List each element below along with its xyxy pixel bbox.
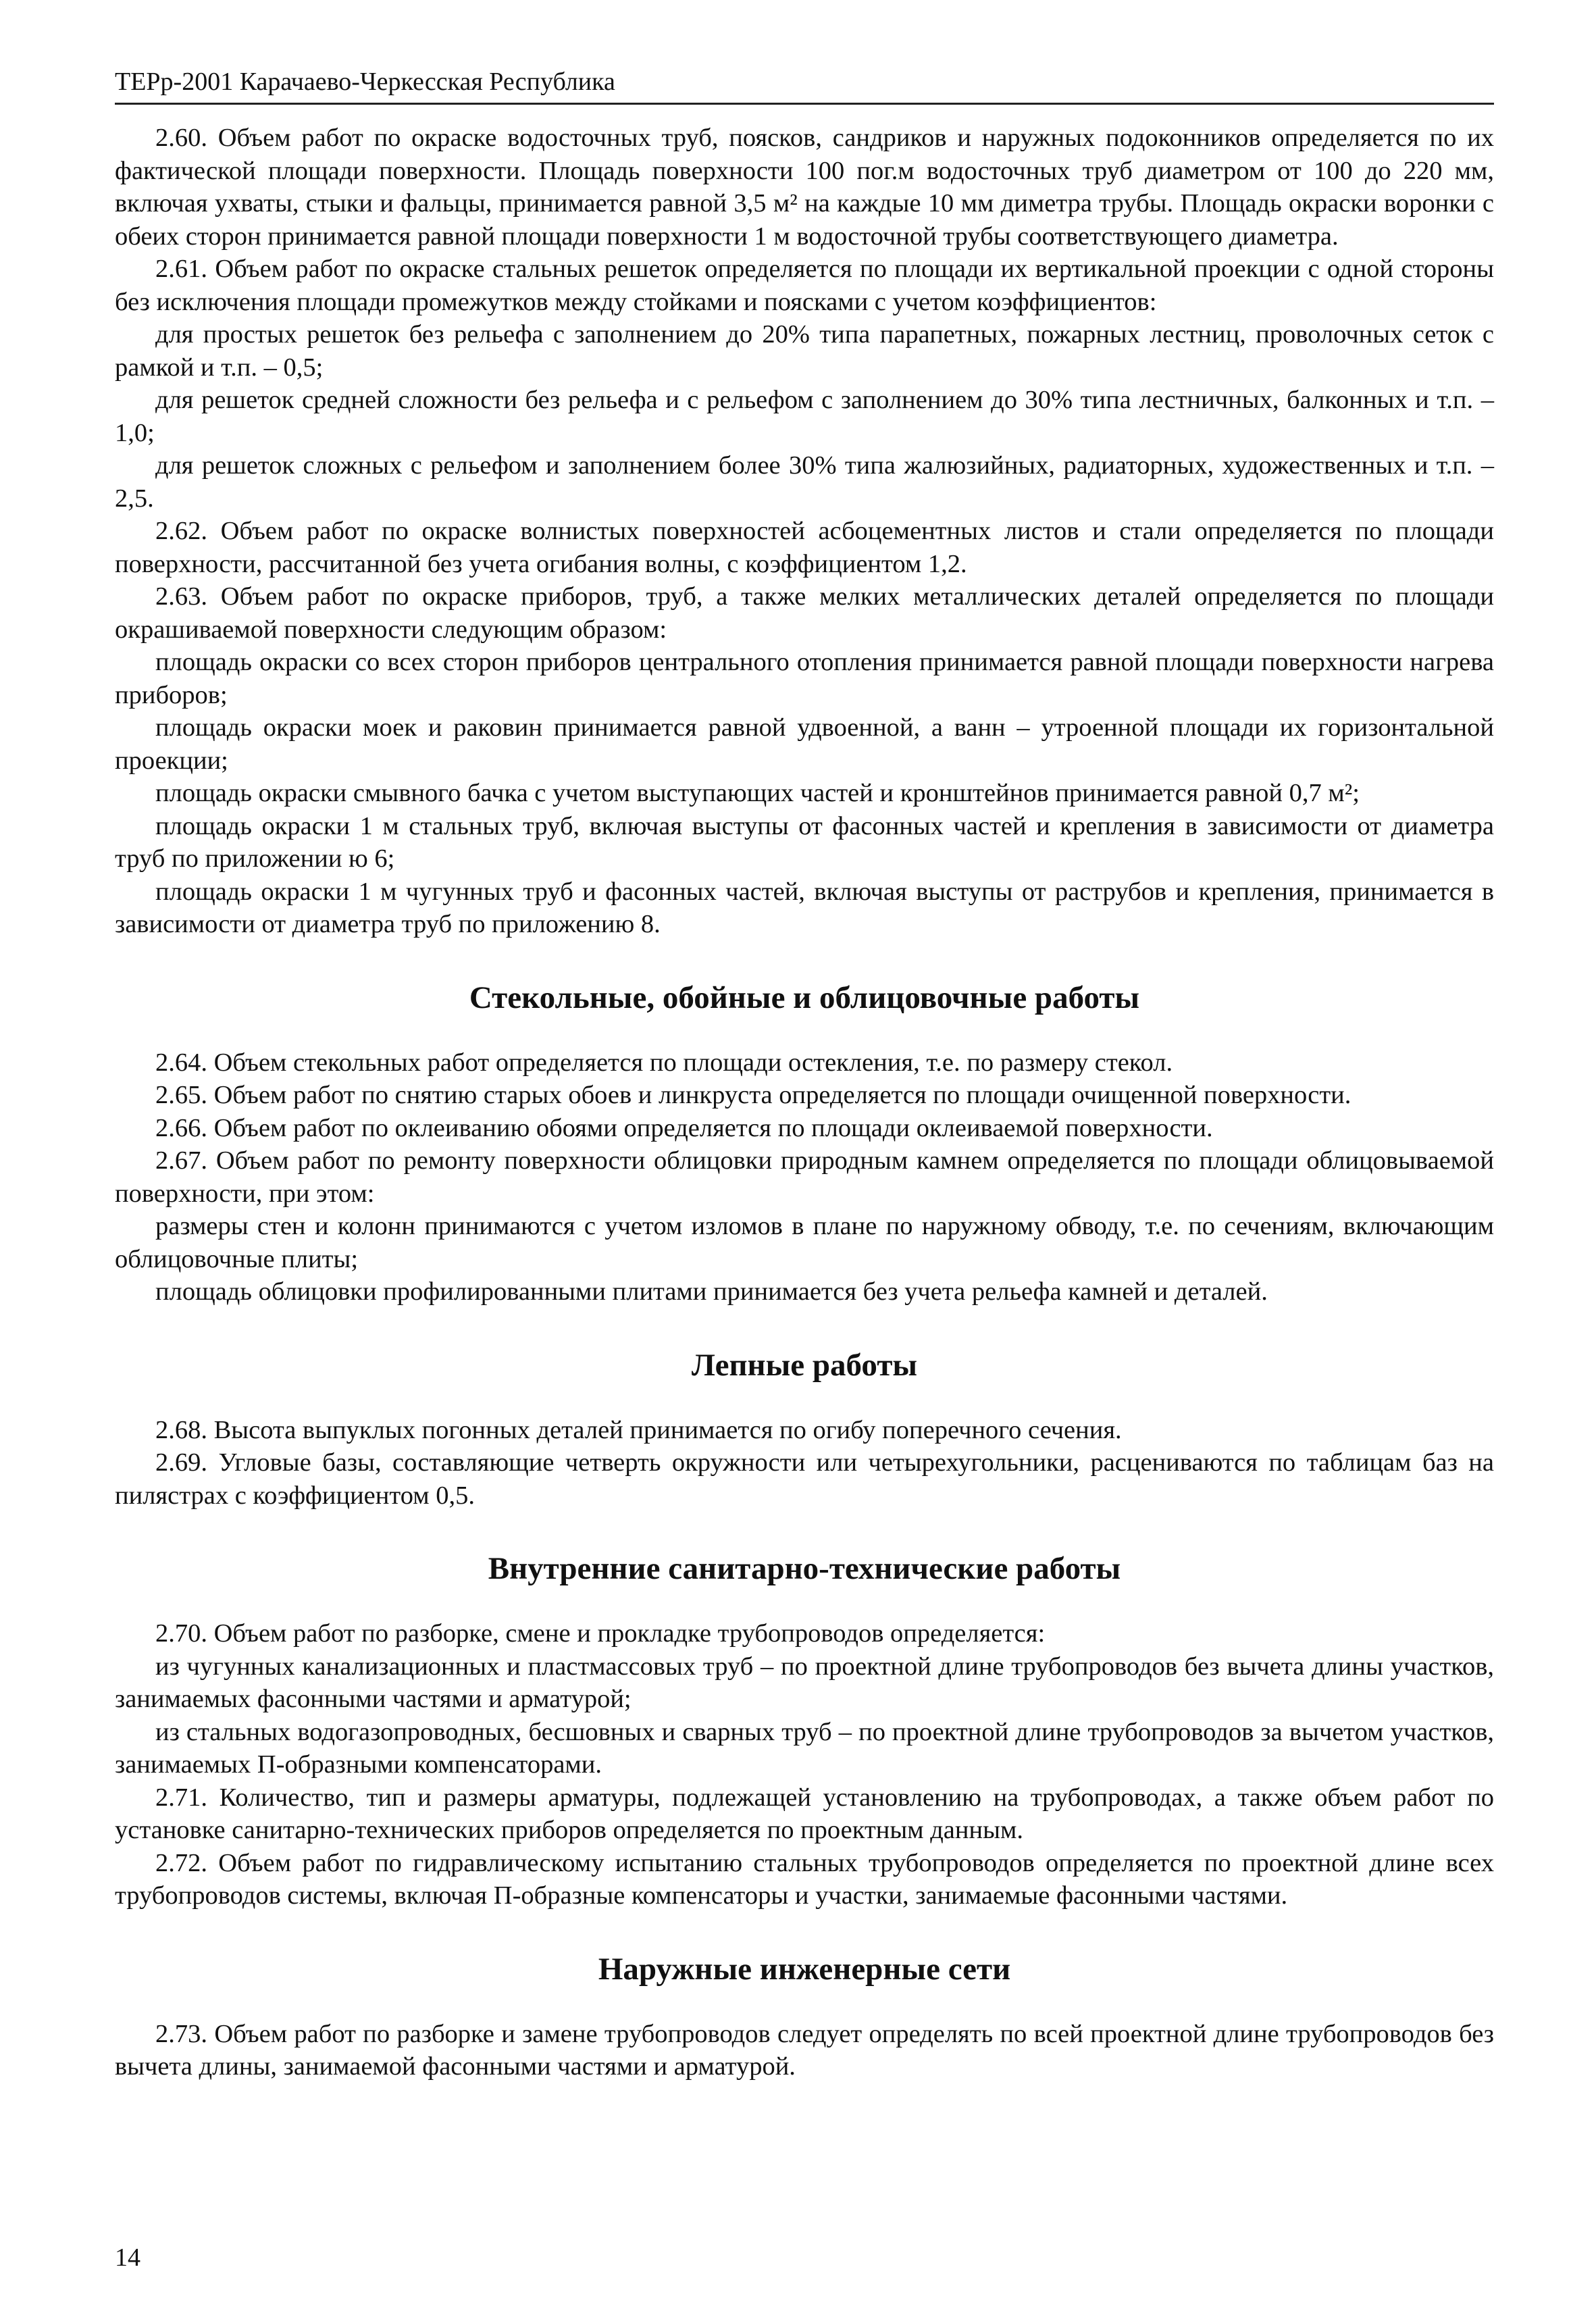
paragraph-2-67: 2.67. Объем работ по ремонту поверхности облицовки природным камнем определяется по площади облицовываемой поверхности, при этом:: [115, 1146, 1494, 1208]
paragraph-2-72: 2.72. Объем работ по гидравлическому испытанию стальных трубопроводов определяется по проектной длине всех трубопроводов системы, включая П-образные компенсаторы и участки, занимаемые фасонными частями.: [115, 1848, 1494, 1910]
paragraph-2-70-steel: из стальных водогазопроводных, бесшовных и сварных труб – по проектной длине трубопроводов за вычетом участков, занимаемых П-образными компенсаторами.: [115, 1717, 1494, 1779]
paragraph-2-64: 2.64. Объем стекольных работ определяется по площади остекления, т.е. по размеру стекол.: [155, 1048, 1173, 1077]
paragraph-2-63: 2.63. Объем работ по окраске приборов, труб, а также мелких металлических деталей определяется по площади окрашиваемой поверхности следующим образом:: [115, 582, 1494, 644]
document-title: ТЕРр-2001 Карачаево-Черкесская Республика: [115, 68, 615, 96]
paragraph-2-73: 2.73. Объем работ по разборке и замене трубопроводов следует определять по всей проектной длине трубопроводов без вычета длины, занимаемой фасонными частями и арматурой.: [115, 2019, 1494, 2081]
paragraph-2-70: 2.70. Объем работ по разборке, смене и прокладке трубопроводов определяется:: [155, 1619, 1046, 1648]
paragraph-2-67-walls: размеры стен и колонн принимаются с учетом изломов в плане по наружному обводу, т.е. по сечениям, включающим облицовочные плиты;: [115, 1212, 1494, 1273]
document-body: [115, 122, 1494, 2083]
page-header: [115, 65, 1494, 105]
paragraph-2-62: 2.62. Объем работ по окраске волнистых поверхностей асбоцементных листов и стали определяется по площади поверхности, рассчитанной без учета огибания волны, с коэффициентом 1,2.: [115, 517, 1494, 578]
section-heading-plumbing: Внутренние санитарно-технические работы: [488, 1551, 1121, 1586]
paragraph-2-70-cast-iron: из чугунных канализационных и пластмассовых труб – по проектной длине трубопроводов без вычета длины участков, занимаемых фасонными частями и арматурой;: [115, 1652, 1494, 1713]
paragraph-2-63-cistern: площадь окраски смывного бачка с учетом выступающих частей и кронштейнов принимается равной 0,7 м²;: [155, 779, 1360, 807]
paragraph-2-66: 2.66. Объем работ по оклеиванию обоями определяется по площади оклеиваемой поверхности.: [155, 1113, 1213, 1142]
paragraph-2-65: 2.65. Объем работ по снятию старых обоев и линкруста определяется по площади очищенной поверхности.: [155, 1081, 1352, 1109]
paragraph-2-63-cast-iron-pipes: площадь окраски 1 м чугунных труб и фасонных частей, включая выступы от раструбов и крепления, принимается в зависимости от диаметра труб по приложению 8.: [115, 877, 1494, 938]
paragraph-2-68: 2.68. Высота выпуклых погонных деталей принимается по огибу поперечного сечения.: [155, 1415, 1122, 1444]
paragraph-2-71: 2.71. Количество, тип и размеры арматуры, подлежащей установлению на трубопроводах, а также объем работ по установке санитарно-технических приборов определяется по проектным данным.: [115, 1783, 1494, 1844]
paragraph-2-60: 2.60. Объем работ по окраске водосточных труб, поясков, сандриков и наружных подоконников определяется по их фактической площади поверхности. Площадь поверхности 100 пог.м водосточных труб диаметром от 100 до 220 мм, включая ухваты, стыки и фальцы, принимается равной 3,5 м² на каждые 10 мм диметра трубы. Площадь окраски воронки с обеих сторон принимается равной площади поверхности 1 м водосточной трубы соответствующего диаметра.: [115, 124, 1494, 251]
section-heading-stucco: Лепные работы: [691, 1347, 918, 1383]
paragraph-2-61: 2.61. Объем работ по окраске стальных решеток определяется по площади их вертикальной проекции с одной стороны без исключения площади промежутков между стойками и поясками с учетом коэффициентов:: [115, 255, 1494, 316]
section-heading-glazing: Стекольные, обойные и облицовочные работы: [469, 980, 1140, 1015]
paragraph-2-63-heating: площадь окраски со всех сторон приборов центрального отопления принимается равной площади поверхности нагрева приборов;: [115, 648, 1494, 709]
paragraph-2-61-complex: для решеток сложных с рельефом и заполнением более 30% типа жалюзийных, радиаторных, художественных и т.п. – 2,5.: [115, 451, 1494, 513]
paragraph-2-63-steel-pipes: площадь окраски 1 м стальных труб, включая выступы от фасонных частей и крепления в зависимости от диаметра труб по приложении ю 6;: [115, 811, 1494, 873]
paragraph-2-67-profiled: площадь облицовки профилированными плитами принимается без учета рельефа камней и деталей.: [155, 1277, 1268, 1306]
paragraph-2-69: 2.69. Угловые базы, составляющие четверть окружности или четырехугольники, расцениваются по таблицам баз на пилястрах с коэффициентом 0,5.: [115, 1448, 1494, 1510]
paragraph-2-63-sinks: площадь окраски моек и раковин принимается равной удвоенной, а ванн – утроенной площади их горизонтальной проекции;: [115, 713, 1494, 775]
section-heading-external-networks: Наружные инженерные сети: [598, 1951, 1011, 1987]
page-number: 14: [115, 2243, 140, 2272]
paragraph-2-61-simple: для простых решеток без рельефа с заполнением до 20% типа парапетных, пожарных лестниц, проволочных сеток с рамкой и т.п. – 0,5;: [115, 320, 1494, 382]
paragraph-2-61-medium: для решеток средней сложности без рельефа и с рельефом с заполнением до 30% типа лестничных, балконных и т.п. – 1,0;: [115, 386, 1494, 447]
